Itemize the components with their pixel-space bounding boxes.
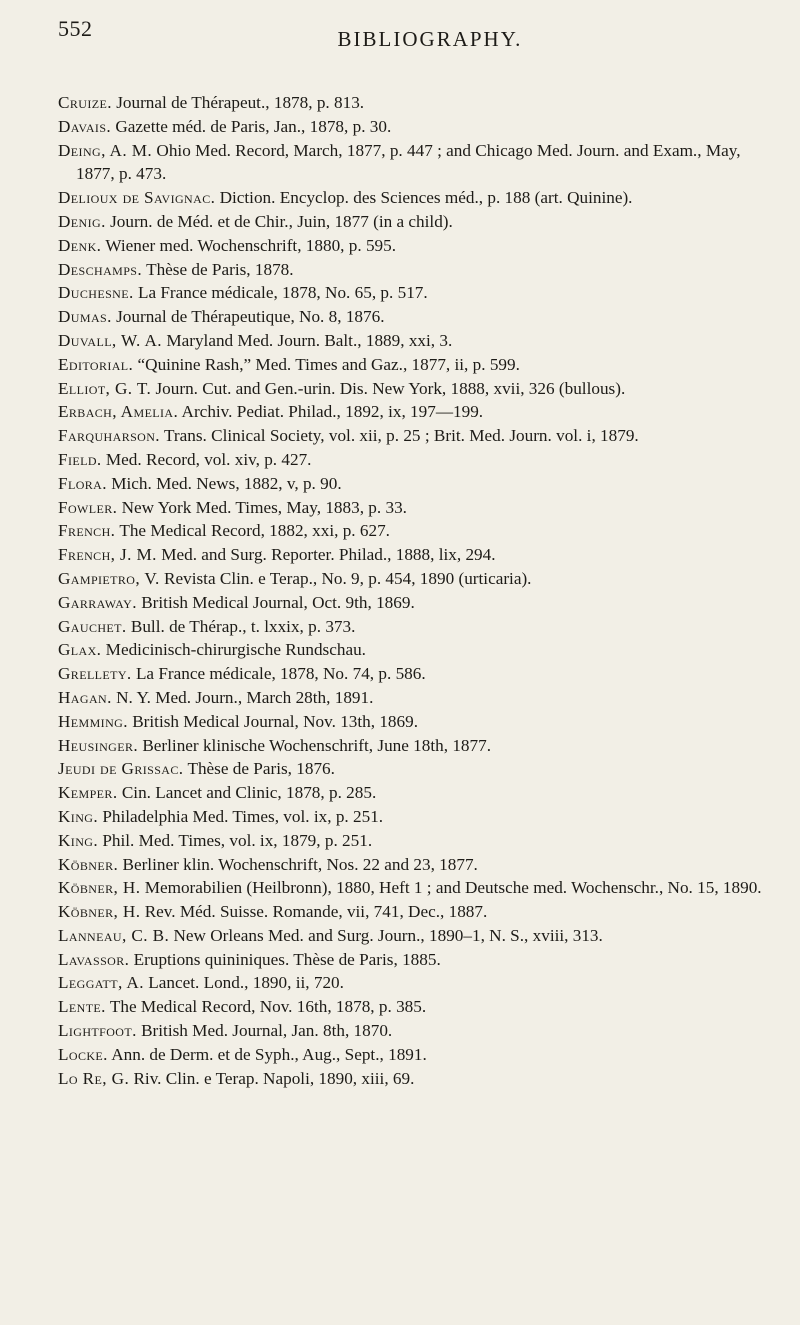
entry-citation: Mich. Med. News, 1882, v, p. 90. (106, 473, 342, 493)
entry-citation: The Medical Record, 1882, xxi, p. 627. (115, 521, 390, 541)
entry-citation: New Orleans Med. and Surg. Journ., 1890–1, N. S., xviii, 313. (169, 925, 603, 945)
entry-author: Lanneau, C. B. (58, 925, 170, 945)
entry-citation: Maryland Med. Journ. Balt., 1889, xxi, 3. (162, 330, 453, 350)
entry-citation: “Quinine Rash,” Med. Times and Gaz., 1877, ii, p. 599. (133, 354, 520, 374)
entry-author: King. (58, 830, 99, 850)
bibliography-entry (58, 662, 770, 686)
entry-citation: The Medical Record, Nov. 16th, 1878, p. 385. (105, 997, 427, 1017)
bibliography-entry (58, 924, 770, 948)
bibliography-entry (58, 210, 770, 234)
bibliography-entry (58, 638, 770, 662)
bibliography-entry (58, 948, 770, 972)
bibliography-entry (58, 329, 770, 353)
bibliography-entry (58, 1043, 770, 1067)
entry-citation: Lancet. Lond., 1890, ii, 720. (143, 973, 344, 993)
entry-author: Farquharson. (58, 426, 160, 446)
entry-author: King. (58, 806, 99, 826)
bibliography-entry (58, 734, 770, 758)
entry-author: Cruize. (58, 93, 112, 112)
entry-author: Lo Re, G. (58, 1068, 130, 1088)
bibliography-entry (58, 757, 770, 781)
entry-author: Heusinger. (58, 735, 139, 755)
entry-citation: Journal de Thérapeutique, No. 8, 1876. (111, 307, 385, 327)
bibliography-entry (58, 424, 770, 448)
entry-author: Hemming. (58, 711, 128, 731)
entry-citation: N. Y. Med. Journ., March 28th, 1891. (111, 687, 374, 707)
entry-citation: Memorabilien (Heilbronn), 1880, Heft 1 ; and Deutsche med. Wochenschr., No. 15, 1890. (140, 878, 762, 898)
bibliography-entry (58, 900, 770, 924)
entry-citation: Ohio Med. Record, March, 1877, p. 447 ; and Chicago Med. Journ. and Exam., May, 1877, p. 473. (76, 140, 741, 184)
entry-citation: Eruptions quininiques. Thèse de Paris, 1885. (129, 949, 441, 969)
bibliography-entry (58, 805, 770, 829)
entry-citation: Medicinisch-chirurgische Rundschau. (101, 640, 366, 660)
entry-citation: British Med. Journal, Jan. 8th, 1870. (136, 1021, 393, 1041)
bibliography-entry (58, 995, 770, 1019)
bibliography-entry (58, 591, 770, 615)
entry-author: Deschamps. (58, 259, 143, 279)
entry-author: Duvall, W. A. (58, 330, 163, 350)
entry-citation: Riv. Clin. e Terap. Napoli, 1890, xiii, 69. (129, 1068, 415, 1088)
bibliography-entry (58, 710, 770, 734)
bibliography-entry (58, 305, 770, 329)
entry-author: Elliot, G. T. (58, 378, 152, 398)
entry-author: Lente. (58, 997, 106, 1017)
entry-author: Delioux de Savignac. (58, 188, 216, 208)
entry-citation: Wiener med. Wochenschrift, 1880, p. 595. (101, 235, 397, 255)
entry-author: Editorial. (58, 354, 134, 374)
bibliography-entry (58, 139, 770, 187)
entry-citation: Trans. Clinical Society, vol. xii, p. 25 ; Brit. Med. Journ. vol. i, 1879. (160, 426, 639, 446)
bibliography-entry (58, 400, 770, 424)
entry-citation: New York Med. Times, May, 1883, p. 33. (117, 497, 407, 517)
entry-author: Gampietro, V. (58, 568, 160, 588)
entry-author: Kemper. (58, 783, 118, 803)
entry-citation: Cin. Lancet and Clinic, 1878, p. 285. (117, 783, 377, 803)
entry-author: Köbner, H. (58, 878, 141, 898)
bibliography-entry (58, 876, 770, 900)
bibliography-entry (58, 543, 770, 567)
entry-citation: British Medical Journal, Oct. 9th, 1869. (136, 592, 415, 612)
entry-citation: Phil. Med. Times, vol. ix, 1879, p. 251. (98, 830, 373, 850)
entry-citation: Thèse de Paris, 1878. (142, 259, 294, 279)
entry-citation: Thèse de Paris, 1876. (183, 759, 335, 779)
bibliography-entry (58, 686, 770, 710)
entry-citation: La France médicale, 1878, No. 74, p. 586. (131, 664, 426, 684)
entry-citation: Journal de Thérapeut., 1878, p. 813. (111, 93, 365, 112)
entry-citation: La France médicale, 1878, No. 65, p. 517. (133, 283, 428, 303)
entry-citation: Med. Record, vol. xiv, p. 427. (101, 449, 312, 469)
bibliography-entry (58, 496, 770, 520)
bibliography-entry (58, 853, 770, 877)
bibliography-entry (58, 1019, 770, 1043)
entry-citation: Archiv. Pediat. Philad., 1892, ix, 197—199. (178, 402, 484, 422)
entry-author: Gauchet. (58, 616, 127, 636)
page-number: 552 (58, 16, 93, 41)
bibliography-entry (58, 258, 770, 282)
entry-author: Erbach, Amelia. (58, 402, 179, 422)
bibliography-entry (58, 91, 770, 115)
running-head: BIBLIOGRAPHY. (337, 27, 523, 51)
entry-author: Garraway. (58, 592, 137, 612)
entry-author: Davais. (58, 116, 112, 136)
entry-author: Leggatt, A. (58, 973, 144, 993)
entry-citation: Diction. Encyclop. des Sciences méd., p. 188 (art. Quinine). (215, 188, 633, 208)
entry-author: Flora. (58, 473, 107, 493)
entry-citation: Journ. de Méd. et de Chir., Juin, 1877 (in a child). (105, 211, 453, 231)
entry-author: Köbner. (58, 854, 119, 874)
bibliography-entry (58, 353, 770, 377)
entry-citation: Gazette méd. de Paris, Jan., 1878, p. 30. (111, 116, 392, 136)
bibliography-entry (58, 281, 770, 305)
entry-citation: Med. and Surg. Reporter. Philad., 1888, lix, 294. (156, 545, 496, 565)
entry-citation: Revista Clin. e Terap., No. 9, p. 454, 1890 (urticaria). (159, 568, 532, 588)
entry-author: Deing, A. M. (58, 140, 153, 160)
entry-author: Köbner, H. (58, 902, 141, 922)
bibliography-entry (58, 472, 770, 496)
entry-author: Lavassor. (58, 949, 130, 969)
bibliography-entry (58, 519, 770, 543)
entry-author: Locke. (58, 1044, 108, 1064)
entry-citation: Rev. Méd. Suisse. Romande, vii, 741, Dec., 1887. (140, 902, 488, 922)
bibliography-entry (58, 829, 770, 853)
entry-citation: Philadelphia Med. Times, vol. ix, p. 251. (98, 806, 384, 826)
entry-citation: Berliner klin. Wochenschrift, Nos. 22 and 23, 1877. (118, 854, 478, 874)
bibliography-entry (58, 186, 770, 210)
entry-author: Denig. (58, 211, 106, 231)
entry-author: Grellety. (58, 664, 132, 684)
entry-author: Lightfoot. (58, 1021, 137, 1041)
entry-author: Hagan. (58, 687, 112, 707)
entry-author: Duchesne. (58, 283, 134, 303)
entry-author: French, J. M. (58, 545, 157, 565)
entry-author: Jeudi de Grissac. (58, 759, 184, 779)
bibliography-entry (58, 234, 770, 258)
entry-author: French. (58, 521, 116, 541)
entry-citation: Ann. de Derm. et de Syph., Aug., Sept., 1891. (107, 1044, 427, 1064)
bibliography-entry (58, 971, 770, 995)
bibliography-entry (58, 1067, 770, 1091)
entry-citation: Berliner klinische Wochenschrift, June 18th, 1877. (138, 735, 492, 755)
entry-author: Dumas. (58, 307, 112, 327)
entry-author: Denk. (58, 235, 102, 255)
entry-author: Field. (58, 449, 102, 469)
entry-author: Fowler. (58, 497, 118, 517)
entry-citation: Journ. Cut. and Gen.-urin. Dis. New York, 1888, xvii, 326 (bullous). (151, 378, 626, 398)
entry-citation: British Medical Journal, Nov. 13th, 1869. (127, 711, 419, 731)
entry-citation: Bull. de Thérap., t. lxxix, p. 373. (126, 616, 356, 636)
bibliography-entry (58, 448, 770, 472)
bibliography-list (58, 91, 770, 1090)
bibliography-entry (58, 377, 770, 401)
bibliography-entry (58, 115, 770, 139)
bibliography-entry (58, 615, 770, 639)
entry-author: Glax. (58, 640, 102, 660)
bibliography-entry (58, 781, 770, 805)
bibliography-entry (58, 567, 770, 591)
